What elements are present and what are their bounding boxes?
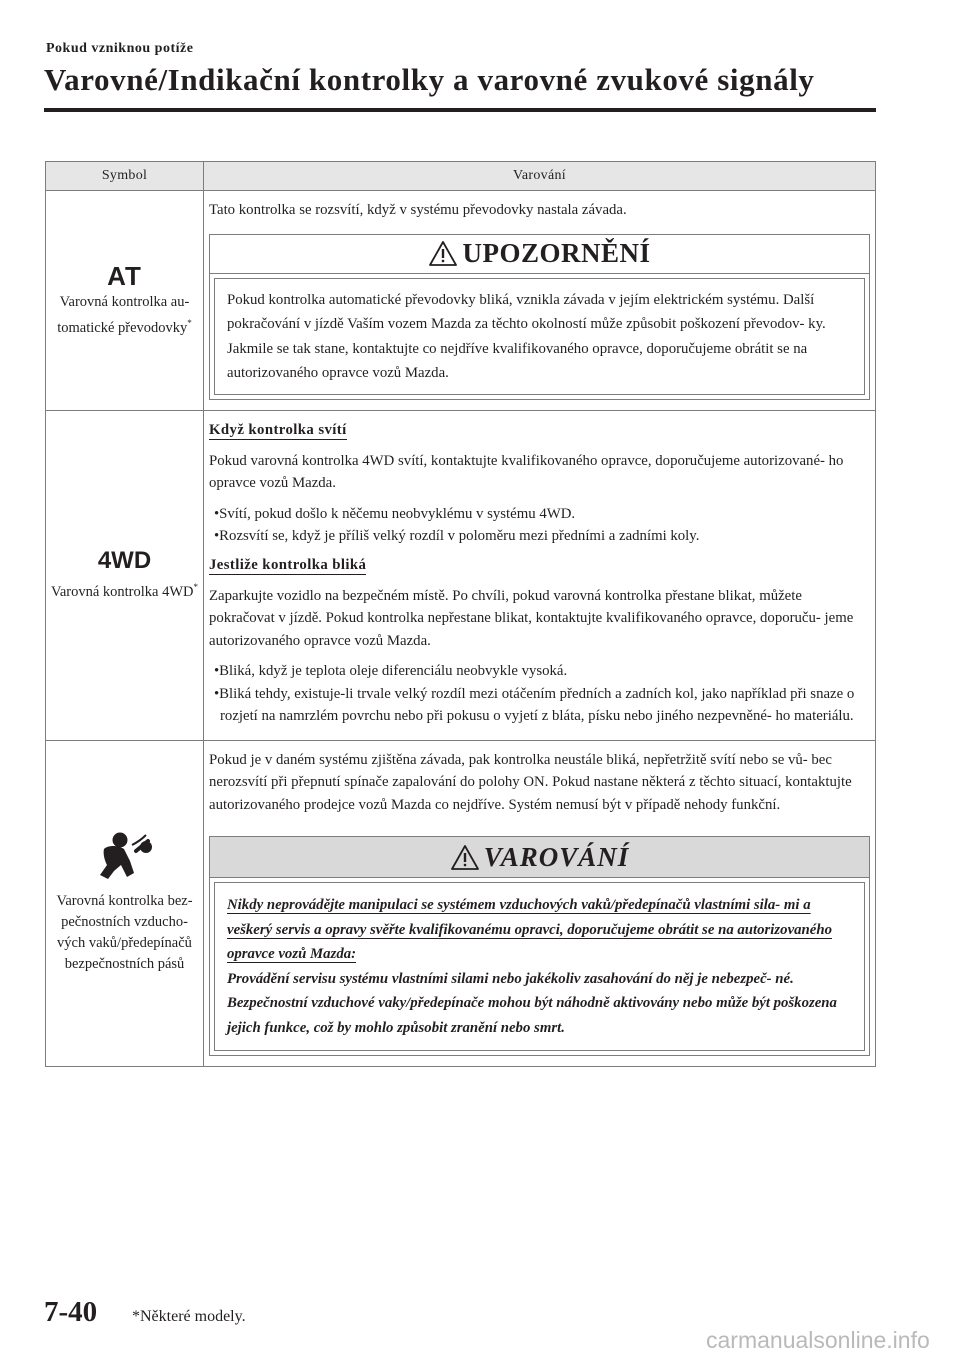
column-header-symbol: Symbol xyxy=(46,162,204,191)
symbol-label-airbag: Varovná kontrolka bez- pečnostních vzducho- vých vaků/předepínačů bezpečnostních pásů xyxy=(56,893,193,973)
warning-text: Provádění servisu systému vlastními silami nebo jakékoliv zasahování do něj je nebezpeč- né. Bezpečnostní vzduchové vaky/předepínače mohou být náhodně aktivovány nebo může být poškozena jejich funkce, což by mohlo způsobit zranění nebo smrt. xyxy=(227,970,837,1036)
bullet-list-flashing xyxy=(209,660,870,728)
symbol-label-4wd: Varovná kontrolka 4WD* xyxy=(50,582,199,600)
warning-triangle-icon xyxy=(450,844,480,871)
list-item: •Svítí, pokud došlo k něčemu neobvyklému v systému 4WD. xyxy=(214,505,576,522)
list-item: •Rozsvítí se, když je příliš velký rozdíl v poloměru mezi předními a zadními koly. xyxy=(214,528,700,544)
list-item: •Bliká, když je teplota oleje diferenciálu neobvykle vysoká. xyxy=(214,663,568,679)
column-header-warning: Varování xyxy=(204,162,876,191)
at-warning-icon: AT xyxy=(107,260,142,291)
title-rule xyxy=(44,108,876,112)
at-description: Tato kontrolka se rozsvítí, když v systému převodovky nastala závada. xyxy=(209,202,627,218)
airbag-icon xyxy=(94,831,156,885)
caution-header xyxy=(210,235,869,274)
table-row-4wd xyxy=(46,410,876,740)
warning-body xyxy=(214,882,865,1051)
4wd-warning-icon: 4WD xyxy=(97,547,152,575)
symbol-cell-airbag xyxy=(46,740,204,1067)
symbol-cell-at xyxy=(46,191,204,411)
content-cell-airbag xyxy=(204,740,876,1067)
heading-lit: Když kontrolka svítí xyxy=(209,421,347,438)
bullet-list-lit xyxy=(209,503,870,548)
warning-title: VAROVÁNÍ xyxy=(483,841,630,872)
caution-title: UPOZORNĚNÍ xyxy=(462,238,651,269)
watermark: carmanualsonline.info xyxy=(706,1327,930,1353)
table-header-row xyxy=(46,162,876,191)
caution-text: Pokud kontrolka automatické převodovky bliká, vznikla závada v jejím elektrickém systému. Další pokračování v jízdě Vaším vozem Mazda za těchto okolností může způsobit poškození převodov- ky. Jakmile se tak stane, kontaktujte co nejdříve kvalifikovaného opravce, doporučujeme obrátit se na autorizovaného opravce vozů Mazda. xyxy=(214,278,865,395)
warning-table xyxy=(45,161,876,1067)
warning-box xyxy=(209,836,870,1056)
caution-box xyxy=(209,234,870,400)
table-row-at xyxy=(46,191,876,411)
section-header: Pokud vzniknou potíže xyxy=(46,41,194,56)
content-cell-4wd xyxy=(204,410,876,740)
airbag-description: Pokud je v daném systému zjištěna závada, pak kontrolka neustále bliká, nepřetržitě svítí nebo se vů- bec nerozsvítí při přepnutí spínače zapalování do polohy ON. Pokud nastane některá z těchto situací, kontaktujte autorizovaného prodejce vozů Mazda co nejdříve. Systém nemusí být v případě nehody funkční. xyxy=(209,751,852,813)
footnote: *Některé modely. xyxy=(132,1308,246,1325)
warning-underlined-text: Nikdy neprovádějte manipulaci se systémem vzduchových vaků/předepínačů vlastními sila- mi a veškerý servis a opravy svěřte kvalifikovanému opravci, doporučujeme obrátit se na autorizovaného opravce vozů Mazda: xyxy=(227,897,832,962)
heading-flashing: Jestliže kontrolka bliká xyxy=(209,556,367,573)
symbol-cell-4wd xyxy=(46,410,204,740)
table-row-airbag xyxy=(46,740,876,1067)
page-title: Varovné/Indikační kontrolky a varovné zvukové signály xyxy=(44,62,815,97)
paragraph-lit: Pokud varovná kontrolka 4WD svítí, kontaktujte kvalifikovaného opravce, doporučujeme autorizované- ho opravce vozů Mazda. xyxy=(209,452,844,491)
warning-triangle-icon xyxy=(428,240,458,267)
list-item: •Bliká tehdy, existuje-li trvale velký rozdíl mezi otáčením předních a zadních kol, jako například při snaze o rozjetí na namrzlém povrchu nebo při pokusu o vyjetí z bláta, písku nebo jiného nezpevněné- ho materiálu. xyxy=(214,685,855,724)
page-number: 7-40 xyxy=(44,1296,98,1328)
warning-header xyxy=(210,837,869,878)
content-cell-at xyxy=(204,191,876,411)
symbol-label-at: Varovná kontrolka au- tomatické převodovky* xyxy=(57,293,192,336)
paragraph-flashing: Zaparkujte vozidlo na bezpečném místě. Po chvíli, pokud varovná kontrolka přestane blikat, můžete pokračovat v jízdě. Pokud kontrolka nepřestane blikat, kontaktujte kvalifikovaného opravce, doporuču- jeme autorizovaného opravce vozů Mazda. xyxy=(209,587,854,649)
